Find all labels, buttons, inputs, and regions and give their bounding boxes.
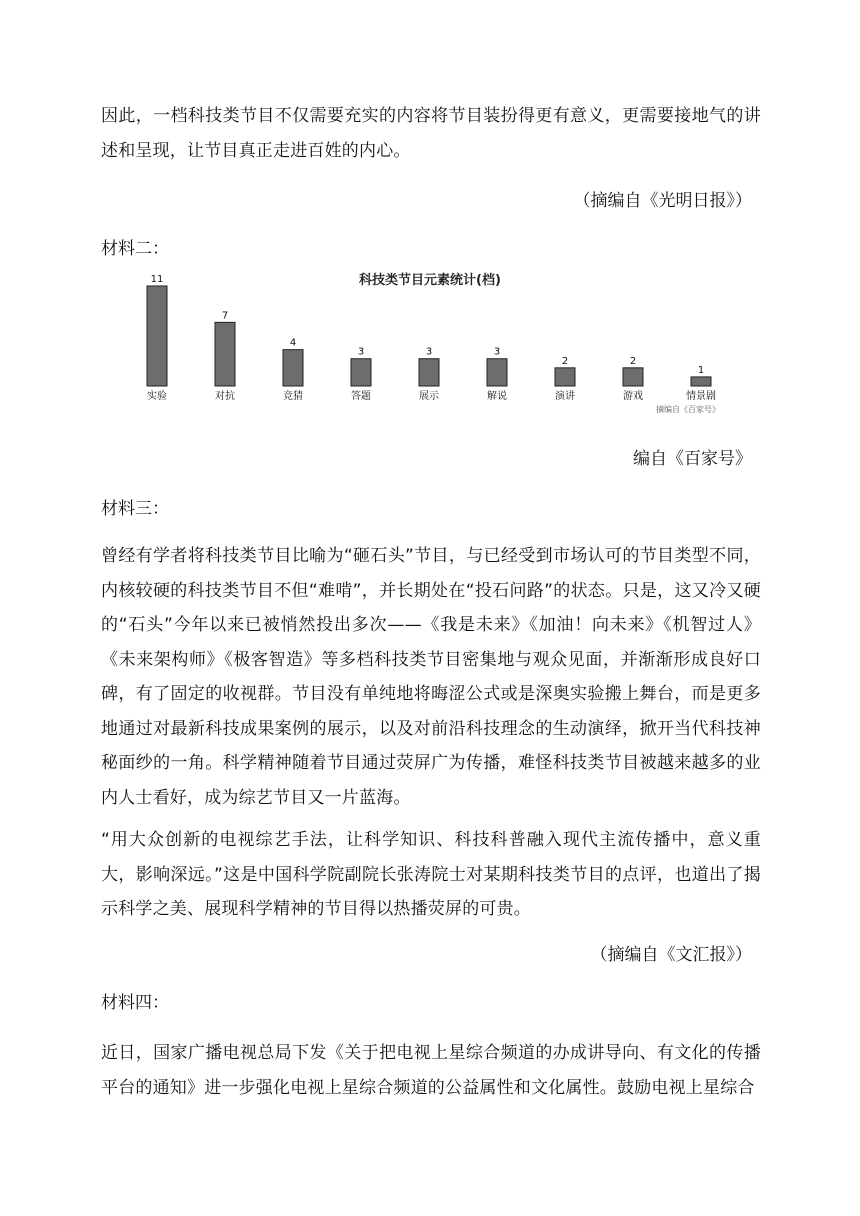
bar-7: [555, 368, 575, 386]
bar-value-label: 1: [697, 364, 705, 376]
bar-1: [147, 286, 167, 386]
category-label: 解说: [487, 391, 507, 402]
material-four-paragraph: 近日，国家广播电视总局下发《关于把电视上星综合频道的办成讲导向、有文化的传播平台的通知》进一步强化电视上星综合频道的公益属性和文化属性。鼓励电视上星综合: [101, 1043, 761, 1098]
category-label: 情景剧: [686, 391, 716, 402]
source-guangming: （摘编自《光明日报》）: [573, 191, 752, 211]
material-two-label: 材料二：: [101, 239, 169, 259]
bar-2: [215, 322, 235, 386]
chart-footer-note: 摘编自《百家号》: [656, 405, 720, 414]
bar-6: [487, 359, 507, 386]
element-stat-chart: [100, 262, 780, 422]
bar-value-label: 7: [221, 310, 229, 322]
bar-5: [419, 359, 439, 386]
material-three-paragraph-2: “用大众创新的电视综艺手法，让科学知识、科技科普融入现代主流传播中，意义重大，影响深远。”这是中国科学院副院长张涛院士对某期科技类节目的点评，也道出了揭示科学之美、展现科学精神的节目得以热播荧屏的可贵。: [101, 830, 761, 919]
material-three-label: 材料三：: [101, 499, 169, 519]
bar-value-label: 3: [357, 346, 365, 358]
material-four-label: 材料四：: [101, 993, 169, 1013]
bar-value-label: 2: [561, 355, 569, 367]
category-label: 游戏: [623, 391, 643, 402]
category-label: 实验: [147, 391, 167, 402]
material-three-paragraph-1: 曾经有学者将科技类节目比喻为“砸石头”节目，与已经受到市场认可的节目类型不同，内核较硬的科技类节目不但“难啃”，并长期处在“投石问路”的状态。只是，这又冷又硬的“石头”今年以来已被悄然投出多次——《我是未来》《加油！向未来》《机智过人》《未来架构师》《极客智造》等多档科技类节目密集地与观众见面，并渐渐形成良好口碑，有了固定的收视群。节目没有单纯地将晦涩公式或是深奥实验搬上舞台，而是更多地通过对最新科技成果案例的展示，以及对前沿科技理念的生动演绎，掀开当代科技神秘面纱的一角。科学精神随着节目通过荧屏广为传播，难怪科技类节目被越来越多的业内人士看好，成为综艺节目又一片蓝海。: [101, 546, 761, 808]
bar-value-label: 3: [493, 346, 501, 358]
bar-4: [351, 359, 371, 386]
category-label: 演讲: [555, 391, 575, 402]
source-wenhui: （摘编自《文汇报》）: [590, 945, 752, 965]
bar-value-label: 4: [289, 337, 297, 349]
bar-8: [623, 368, 643, 386]
category-label: 竞猜: [283, 391, 303, 402]
bar-value-label: 11: [150, 274, 164, 285]
bar-value-label: 2: [629, 355, 637, 367]
category-label: 展示: [419, 391, 439, 402]
chart-title: 科技类节目元素统计(档): [359, 273, 501, 288]
source-baijiahao: 编自《百家号》: [633, 449, 752, 469]
bar-value-label: 3: [425, 346, 433, 358]
intro-paragraph: 因此，一档科技类节目不仅需要充实的内容将节目装扮得更有意义，更需要接地气的讲述和呈现，让节目真正走进百姓的内心。: [101, 106, 761, 161]
category-label: 对抗: [215, 391, 235, 402]
bar-9: [691, 377, 711, 386]
category-label: 答题: [351, 391, 371, 402]
bar-3: [283, 350, 303, 386]
